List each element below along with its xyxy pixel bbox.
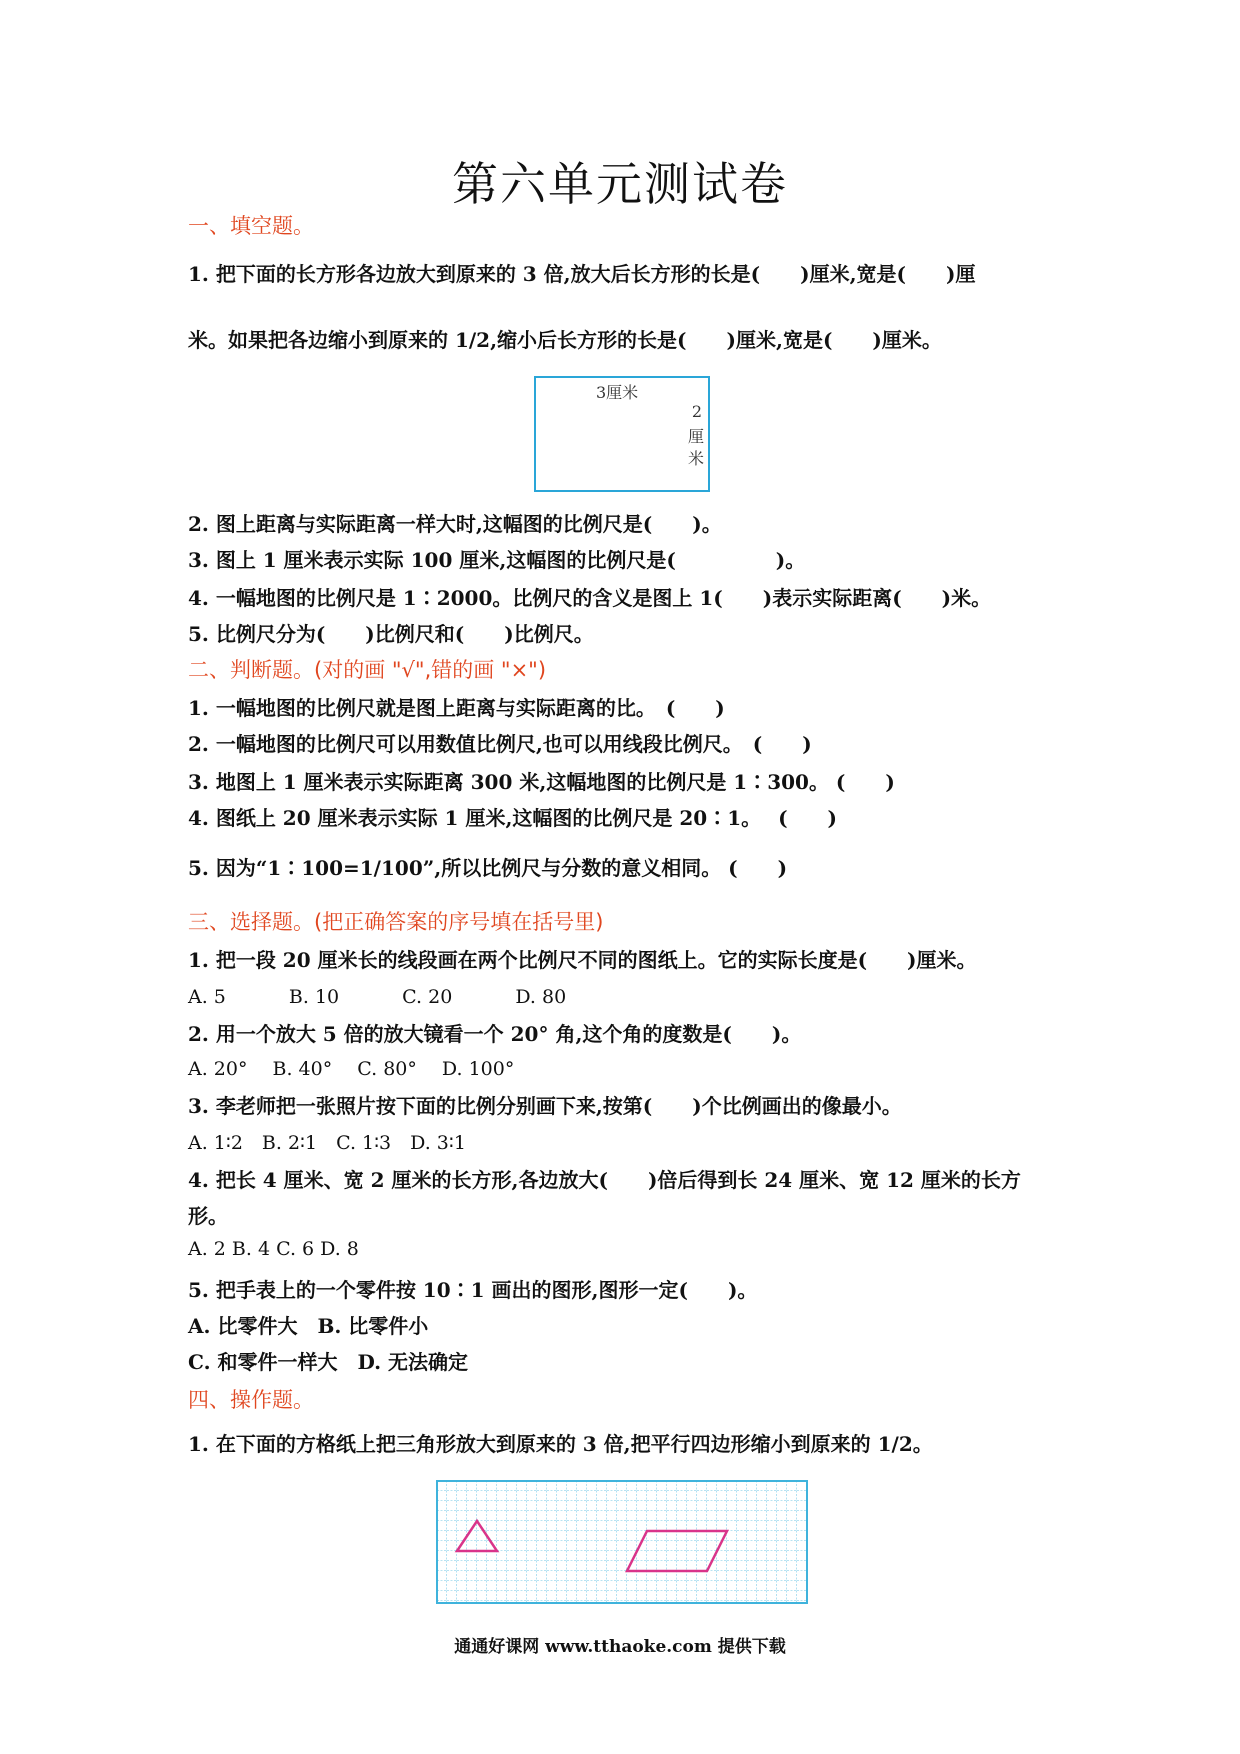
- operate-question-1: 1. 在下面的方格纸上把三角形放大到原来的 3 倍,把平行四边形缩小到原来的 1/2。: [188, 1432, 933, 1456]
- choice-question-4-line-1: 4. 把长 4 厘米、宽 2 厘米的长方形,各边放大( )倍后得到长 24 厘米、宽 12 厘米的长方: [188, 1168, 1021, 1192]
- section-fill-blank: 一、填空题。: [188, 214, 314, 238]
- choice-question-1: 1. 把一段 20 厘米长的线段画在两个比例尺不同的图纸上。它的实际长度是( )厘米。: [188, 948, 977, 972]
- choice-question-3: 3. 李老师把一张照片按下面的比例分别画下来,按第( )个比例画出的像最小。: [188, 1094, 902, 1118]
- rectangle-figure: [534, 376, 710, 492]
- choice-question-2: 2. 用一个放大 5 倍的放大镜看一个 20° 角,这个角的度数是( )。: [188, 1022, 802, 1046]
- fill-question-3: 3. 图上 1 厘米表示实际 100 厘米,这幅图的比例尺是( )。: [188, 548, 806, 572]
- fill-question-2: 2. 图上距离与实际距离一样大时,这幅图的比例尺是( )。: [188, 512, 722, 536]
- choice-question-3-options: A. 1∶2 B. 2∶1 C. 1∶3 D. 3∶1: [188, 1132, 466, 1154]
- fill-question-1-line-1: 1. 把下面的长方形各边放大到原来的 3 倍,放大后长方形的长是( )厘米,宽是( )厘: [188, 262, 976, 286]
- section-true-false: 二、判断题。(对的画 "√",错的画 "×"): [188, 658, 547, 682]
- rectangle-width-number: 2: [691, 402, 702, 421]
- fill-question-1-line-2: 米。如果把各边缩小到原来的 1/2,缩小后长方形的长是( )厘米,宽是( )厘米。: [188, 328, 942, 352]
- choice-question-5-options-ab: A. 比零件大 B. 比零件小: [188, 1314, 429, 1338]
- judge-question-5: 5. 因为“1∶100=1/100”,所以比例尺与分数的意义相同。 ( ): [188, 856, 788, 880]
- rectangle-length-label: 3厘米: [596, 383, 639, 402]
- fill-question-5: 5. 比例尺分为( )比例尺和( )比例尺。: [188, 622, 594, 646]
- footer-credit: 通通好课网 www.tthaoke.com 提供下载: [454, 1637, 786, 1657]
- judge-question-1: 1. 一幅地图的比例尺就是图上距离与实际距离的比。 ( ): [188, 696, 725, 720]
- fill-question-4: 4. 一幅地图的比例尺是 1∶2000。比例尺的含义是图上 1( )表示实际距离( )米。: [188, 586, 992, 610]
- choice-question-4-line-2: 形。: [188, 1204, 228, 1228]
- section-multiple-choice: 三、选择题。(把正确答案的序号填在括号里): [188, 910, 604, 934]
- grid-paper-figure: [436, 1480, 808, 1604]
- choice-question-5-options-cd: C. 和零件一样大 D. 无法确定: [188, 1350, 469, 1374]
- choice-question-2-options: A. 20° B. 40° C. 80° D. 100°: [188, 1058, 515, 1080]
- page-title: 第六单元测试卷: [452, 157, 788, 211]
- choice-question-4-options: A. 2 B. 4 C. 6 D. 8: [188, 1238, 359, 1260]
- choice-question-5: 5. 把手表上的一个零件按 10∶1 画出的图形,图形一定( )。: [188, 1278, 758, 1302]
- judge-question-3: 3. 地图上 1 厘米表示实际距离 300 米,这幅地图的比例尺是 1∶300。 ( ): [188, 770, 895, 794]
- rectangle-width-unit-1: 厘: [687, 427, 704, 446]
- section-operation: 四、操作题。: [188, 1388, 314, 1412]
- judge-question-4: 4. 图纸上 20 厘米表示实际 1 厘米,这幅图的比例尺是 20∶1。 ( ): [188, 806, 838, 830]
- judge-question-2: 2. 一幅地图的比例尺可以用数值比例尺,也可以用线段比例尺。 ( ): [188, 732, 812, 756]
- rectangle-width-unit-2: 米: [687, 449, 704, 468]
- choice-question-1-options: A. 5 B. 10 C. 20 D. 80: [188, 986, 567, 1008]
